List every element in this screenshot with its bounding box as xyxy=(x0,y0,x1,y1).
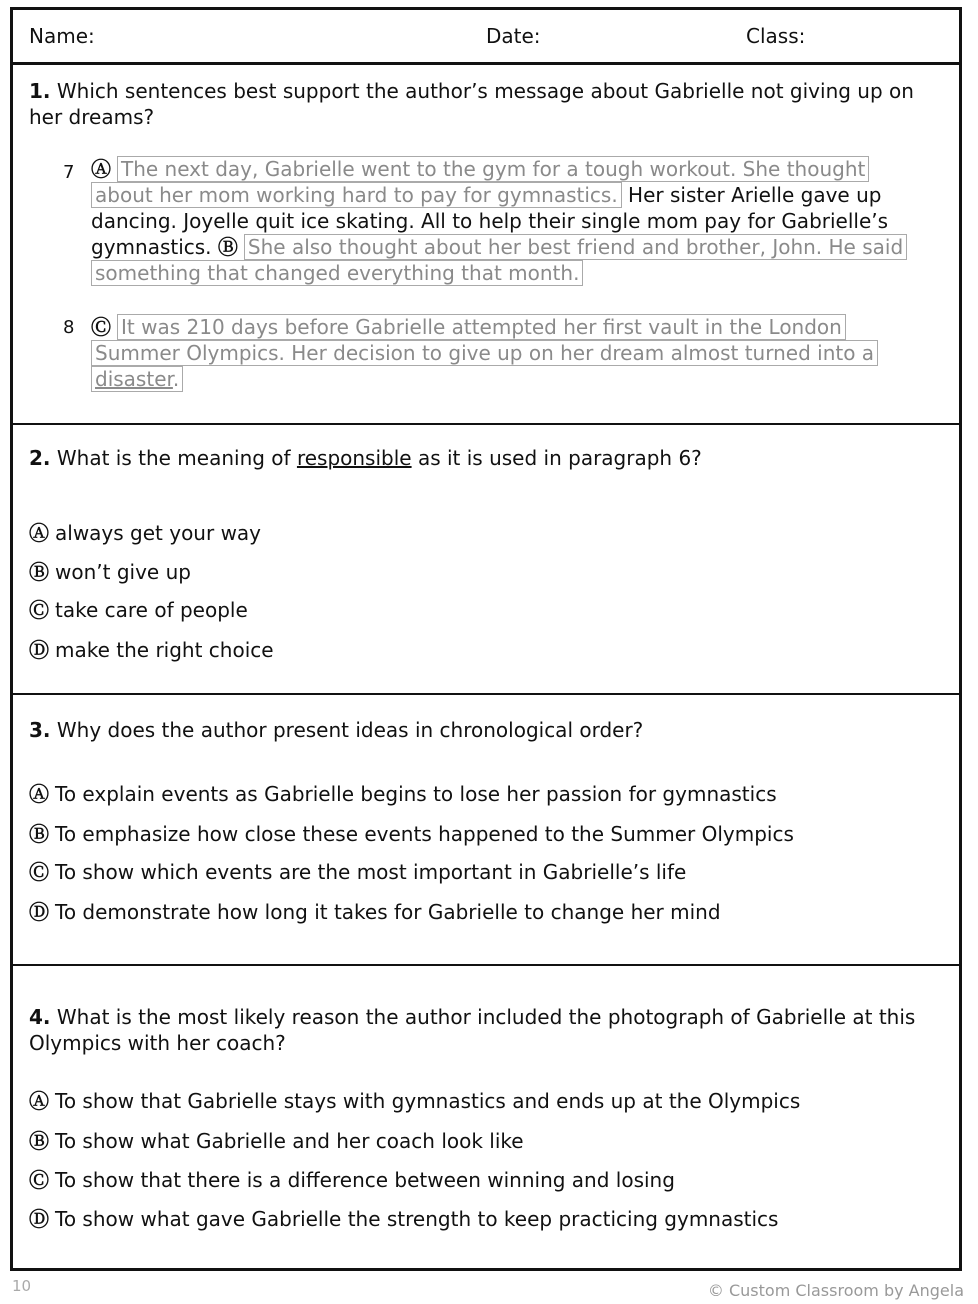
question-number: 4. xyxy=(29,1005,51,1029)
choice-a-mark[interactable]: Ⓐ xyxy=(91,157,111,181)
option-mark: Ⓑ xyxy=(29,1129,49,1153)
question-1 xyxy=(13,62,959,425)
question-2-prompt xyxy=(29,445,929,471)
name-label: Name: xyxy=(29,24,95,48)
sentence-b[interactable]: She also thought about her best friend and brother, John. He said something that changed everything that month. xyxy=(91,234,907,286)
option-d[interactable] xyxy=(29,1203,778,1232)
question-text: Why does the author present ideas in chronological order? xyxy=(56,718,644,742)
option-d[interactable] xyxy=(29,634,274,663)
question-3-prompt xyxy=(29,717,929,743)
option-text: make the right choice xyxy=(55,638,274,662)
option-text: take care of people xyxy=(55,598,248,622)
worksheet xyxy=(10,7,962,1271)
question-number: 2. xyxy=(29,446,51,470)
choice-c-mark[interactable]: Ⓒ xyxy=(91,315,111,339)
question-4 xyxy=(13,966,959,1268)
option-text: To explain events as Gabrielle begins to lose her passion for gymnastics xyxy=(55,782,777,806)
option-mark: Ⓓ xyxy=(29,1207,49,1231)
option-b[interactable] xyxy=(29,1125,524,1154)
question-text-end: as it is used in paragraph 6? xyxy=(411,446,702,470)
option-text: To show which events are the most important in Gabrielle’s life xyxy=(55,860,687,884)
option-c[interactable] xyxy=(29,856,686,885)
question-3 xyxy=(13,695,959,966)
copyright-notice: © Custom Classroom by Angela xyxy=(707,1281,964,1300)
option-mark: Ⓑ xyxy=(29,560,49,584)
paragraph-8 xyxy=(91,314,927,392)
option-a[interactable] xyxy=(29,517,261,546)
option-text: To show that there is a difference between winning and losing xyxy=(55,1168,675,1192)
underlined-word: disaster xyxy=(95,367,173,391)
option-text: To demonstrate how long it takes for Gabrielle to change her mind xyxy=(55,900,721,924)
sentence-a[interactable]: The next day, Gabrielle went to the gym for a tough workout. She thought about her mom working hard to pay for gymnastics. xyxy=(91,156,869,208)
option-c[interactable] xyxy=(29,1164,675,1193)
option-a[interactable] xyxy=(29,778,777,807)
question-text: What is the meaning of xyxy=(56,446,297,470)
option-text: To show what gave Gabrielle the strength to keep practicing gymnastics xyxy=(55,1207,779,1231)
page-number: 10 xyxy=(12,1277,32,1295)
option-mark: Ⓐ xyxy=(29,521,49,545)
question-number: 1. xyxy=(29,79,51,103)
option-text: To show that Gabrielle stays with gymnastics and ends up at the Olympics xyxy=(55,1089,801,1113)
question-2 xyxy=(13,425,959,695)
date-label: Date: xyxy=(486,24,541,48)
option-mark: Ⓑ xyxy=(29,822,49,846)
choice-b-mark[interactable]: Ⓑ xyxy=(217,235,238,259)
option-text: won’t give up xyxy=(55,560,191,584)
sentence-c-text: It was 210 days before Gabrielle attempted her first vault in the London Summer Olympics. Her decision to give up on her dream almost turned into a xyxy=(95,315,875,365)
header-row xyxy=(13,10,959,65)
option-text: To emphasize how close these events happened to the Summer Olympics xyxy=(55,822,794,846)
option-mark: Ⓓ xyxy=(29,638,49,662)
question-text: What is the most likely reason the author included the photograph of Gabrielle at this Olympics with her coach? xyxy=(29,1005,916,1055)
option-mark: Ⓓ xyxy=(29,900,49,924)
option-mark: Ⓐ xyxy=(29,1089,49,1113)
vocabulary-word: responsible xyxy=(296,446,412,470)
paragraph-7 xyxy=(91,156,927,286)
sentence-c[interactable] xyxy=(91,314,878,392)
paragraph-number: 7 xyxy=(63,162,75,183)
option-text: To show what Gabrielle and her coach look like xyxy=(55,1129,524,1153)
option-d[interactable] xyxy=(29,896,721,925)
option-text: always get your way xyxy=(55,521,262,545)
option-b[interactable] xyxy=(29,556,191,585)
paragraph-text: Her sister Arielle gave up dancing. Joyelle quit ice skating. All to help their single mom pay for Gabrielle’s gymnastics. xyxy=(91,183,889,259)
question-4-prompt xyxy=(29,1004,929,1056)
option-b[interactable] xyxy=(29,818,794,847)
option-a[interactable] xyxy=(29,1085,800,1114)
paragraph-number: 8 xyxy=(63,317,75,338)
question-1-prompt xyxy=(29,78,929,130)
option-c[interactable] xyxy=(29,594,248,623)
option-mark: Ⓒ xyxy=(29,598,49,622)
sentence-c-end: . xyxy=(172,367,180,391)
option-mark: Ⓒ xyxy=(29,860,49,884)
question-text: Which sentences best support the author’s message about Gabrielle not giving up on her dreams? xyxy=(29,79,914,129)
question-number: 3. xyxy=(29,718,51,742)
option-mark: Ⓐ xyxy=(29,782,49,806)
class-label: Class: xyxy=(746,24,806,48)
option-mark: Ⓒ xyxy=(29,1168,49,1192)
